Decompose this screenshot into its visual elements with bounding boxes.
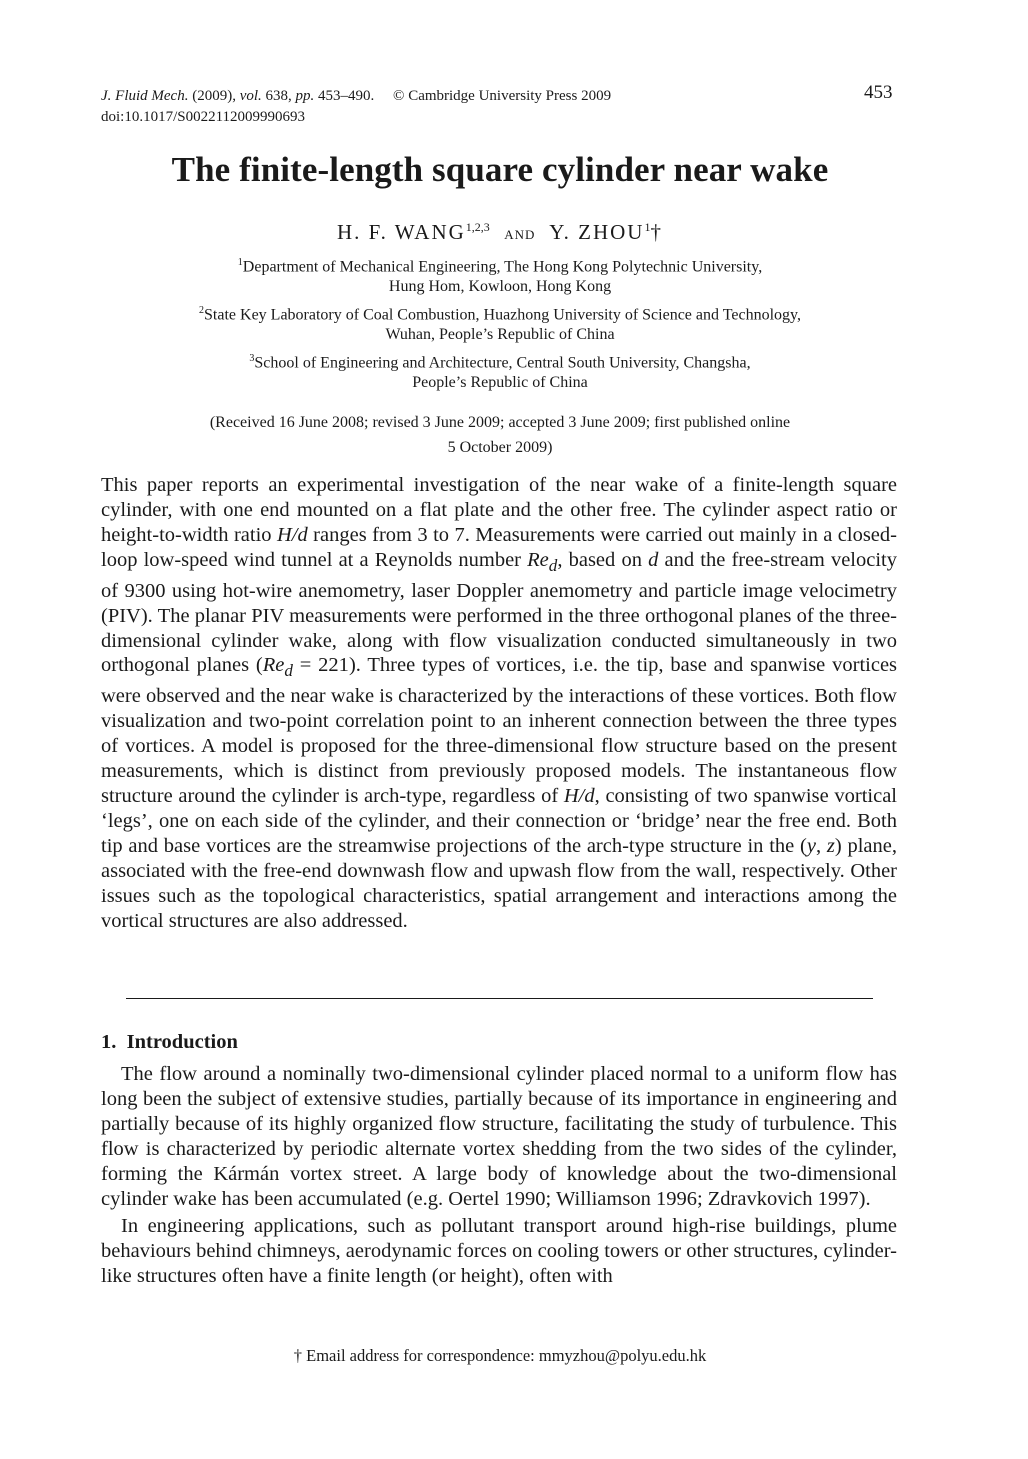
reynolds-subscript-2: d [284, 661, 293, 681]
received-dates [0, 410, 1000, 460]
affiliation-3-line1: School of Engineering and Architecture, Central South University, Changsha, [254, 354, 751, 372]
affiliation-2-line2: Wuhan, People’s Republic of China [385, 326, 615, 344]
aspect-ratio-symbol: H/d [276, 523, 308, 546]
page-number: 453 [864, 82, 893, 103]
affiliation-2 [0, 301, 1000, 345]
intro-paragraph-2: In engineering applications, such as pollutant transport around high-rise buildings, plume behaviours behind chimneys, aerodynamic forces on cooling towers or other structures, cylinder-like structures often have a finite length (or height), often with [101, 1215, 897, 1288]
abstract [101, 473, 897, 934]
abstract-text-7: ) plane, associated with the free-end downwash flow and upwash flow from the wall, respectively. Other issues such as the topological characteristics, spatial arrangement and interactions among the vortical structures are also addressed. [101, 834, 897, 932]
abstract-text-1: This paper reports an experimental investigation of the near wake of a finite-length square cylinder, with one end mounted on a flat plate and the other free. The cylinder aspect ratio or height-to-width ratio [101, 474, 897, 546]
affiliation-1-mark: 1 [237, 257, 243, 268]
author-1-affiliation-marks: 1,2,3 [465, 220, 490, 234]
reynolds-symbol: Re [527, 548, 549, 571]
abstract-text-4: and the free-stream velocity of 9300 using hot-wire anemometry, laser Doppler anemometry and particle image velocimetry (PIV). The planar PIV measurements were performed in the three orthogonal planes of the three-dimensional cylinder wake, along with flow visualization conducted simultaneously in two orthogonal planes ( [101, 548, 897, 677]
citation-line [101, 86, 801, 107]
intro-paragraph-1: The flow around a nominally two-dimensional cylinder placed normal to a uniform flow has long been the subject of extensive studies, partially because of its importance in engineering and partially because of its highly organized flow structure, facilitating the study of turbulence. This flow is characterized by periodic alternate vortex shedding from the two sides of the cylinder, forming the Kármán vortex street. A large body of knowledge about the two-dimensional cylinder wake has been accumulated (e.g. Oertel 1990; Williamson 1996; Zdravkovich 1997). [101, 1063, 897, 1210]
volume-label: vol. [239, 88, 262, 104]
author-conjunction: and [504, 223, 536, 243]
reynolds-value: = 221 [292, 654, 349, 677]
affiliation-2-line1: State Key Laboratory of Coal Combustion, Huazhong University of Science and Technology, [204, 306, 801, 324]
correspondence-footnote: † Email address for correspondence: mmyzhou@polyu.edu.hk [293, 1346, 707, 1365]
author-line [0, 220, 1000, 245]
affiliation-1-line2: Hung Hom, Kowloon, Hong Kong [388, 278, 612, 296]
journal-header [101, 86, 801, 128]
author-2: Y. ZHOU [549, 220, 645, 244]
section-number: 1. [101, 1031, 117, 1053]
z-symbol: z [826, 834, 835, 857]
affiliation-3-line2: People’s Republic of China [412, 374, 588, 392]
affiliation-2-mark: 2 [199, 305, 205, 316]
doi: doi:10.1017/S0022112009990693 [101, 109, 306, 125]
received-line1: (Received 16 June 2008; revised 3 June 2009; accepted 3 June 2009; first published online [209, 414, 791, 431]
y-symbol: y [806, 834, 816, 857]
copyright-notice: © Cambridge University Press 2009 [393, 88, 612, 104]
coordinate-separator: , [815, 834, 827, 857]
affiliation-3-mark: 3 [249, 353, 255, 364]
aspect-ratio-symbol-2: H/d [563, 785, 595, 808]
paper-title: The finite-length square cylinder near wake [171, 150, 829, 189]
affiliation-1-line1: Department of Mechanical Engineering, The Hong Kong Polytechnic University, [242, 258, 763, 276]
abstract-text-3: , based on [557, 548, 649, 571]
affiliation-3 [0, 349, 1000, 393]
affiliation-1 [0, 253, 1000, 297]
abstract-text-5: ). Three types of vortices, i.e. the tip, base and spanwise vortices were observed and the near wake is characterized by the interactions of these vortices. Both flow visualization and two-point correlation point to an inherent connection between the three types of vortices. A model is proposed for the three-dimensional flow structure based on the present measurements, which is distinct from previously proposed models. The instantaneous flow structure around the cylinder is arch-type, regardless of [101, 654, 898, 808]
received-line2: 5 October 2009) [447, 439, 553, 456]
journal-year: (2009), [192, 88, 236, 104]
section-title: Introduction [126, 1031, 238, 1053]
corresponding-dagger: † [650, 220, 663, 244]
author-2-affiliation-marks: 1 [644, 220, 651, 234]
introduction-body [101, 1062, 897, 1289]
journal-name: J. Fluid Mech. [101, 88, 189, 104]
section-heading [101, 1031, 238, 1054]
abstract-text-6: , consisting of two spanwise vortical ‘legs’, one on each side of the cylinder, and their connection or ‘bridge’ near the free end. Both tip and base vortices are the streamwise projections of the arch-type structure in the ( [101, 785, 898, 857]
reynolds-symbol-2: Re [262, 654, 285, 677]
volume-number: 638, [265, 88, 292, 104]
reynolds-subscript: d [548, 555, 558, 575]
pages-label: pp. [295, 88, 315, 104]
page-range: 453–490. [318, 88, 375, 104]
abstract-divider [126, 998, 873, 999]
abstract-text-2: ranges from 3 to 7. Measurements were carried out mainly in a closed-loop low-speed wind tunnel at a Reynolds number [101, 523, 897, 571]
author-1: H. F. WANG [337, 220, 466, 244]
width-symbol: d [648, 548, 659, 571]
